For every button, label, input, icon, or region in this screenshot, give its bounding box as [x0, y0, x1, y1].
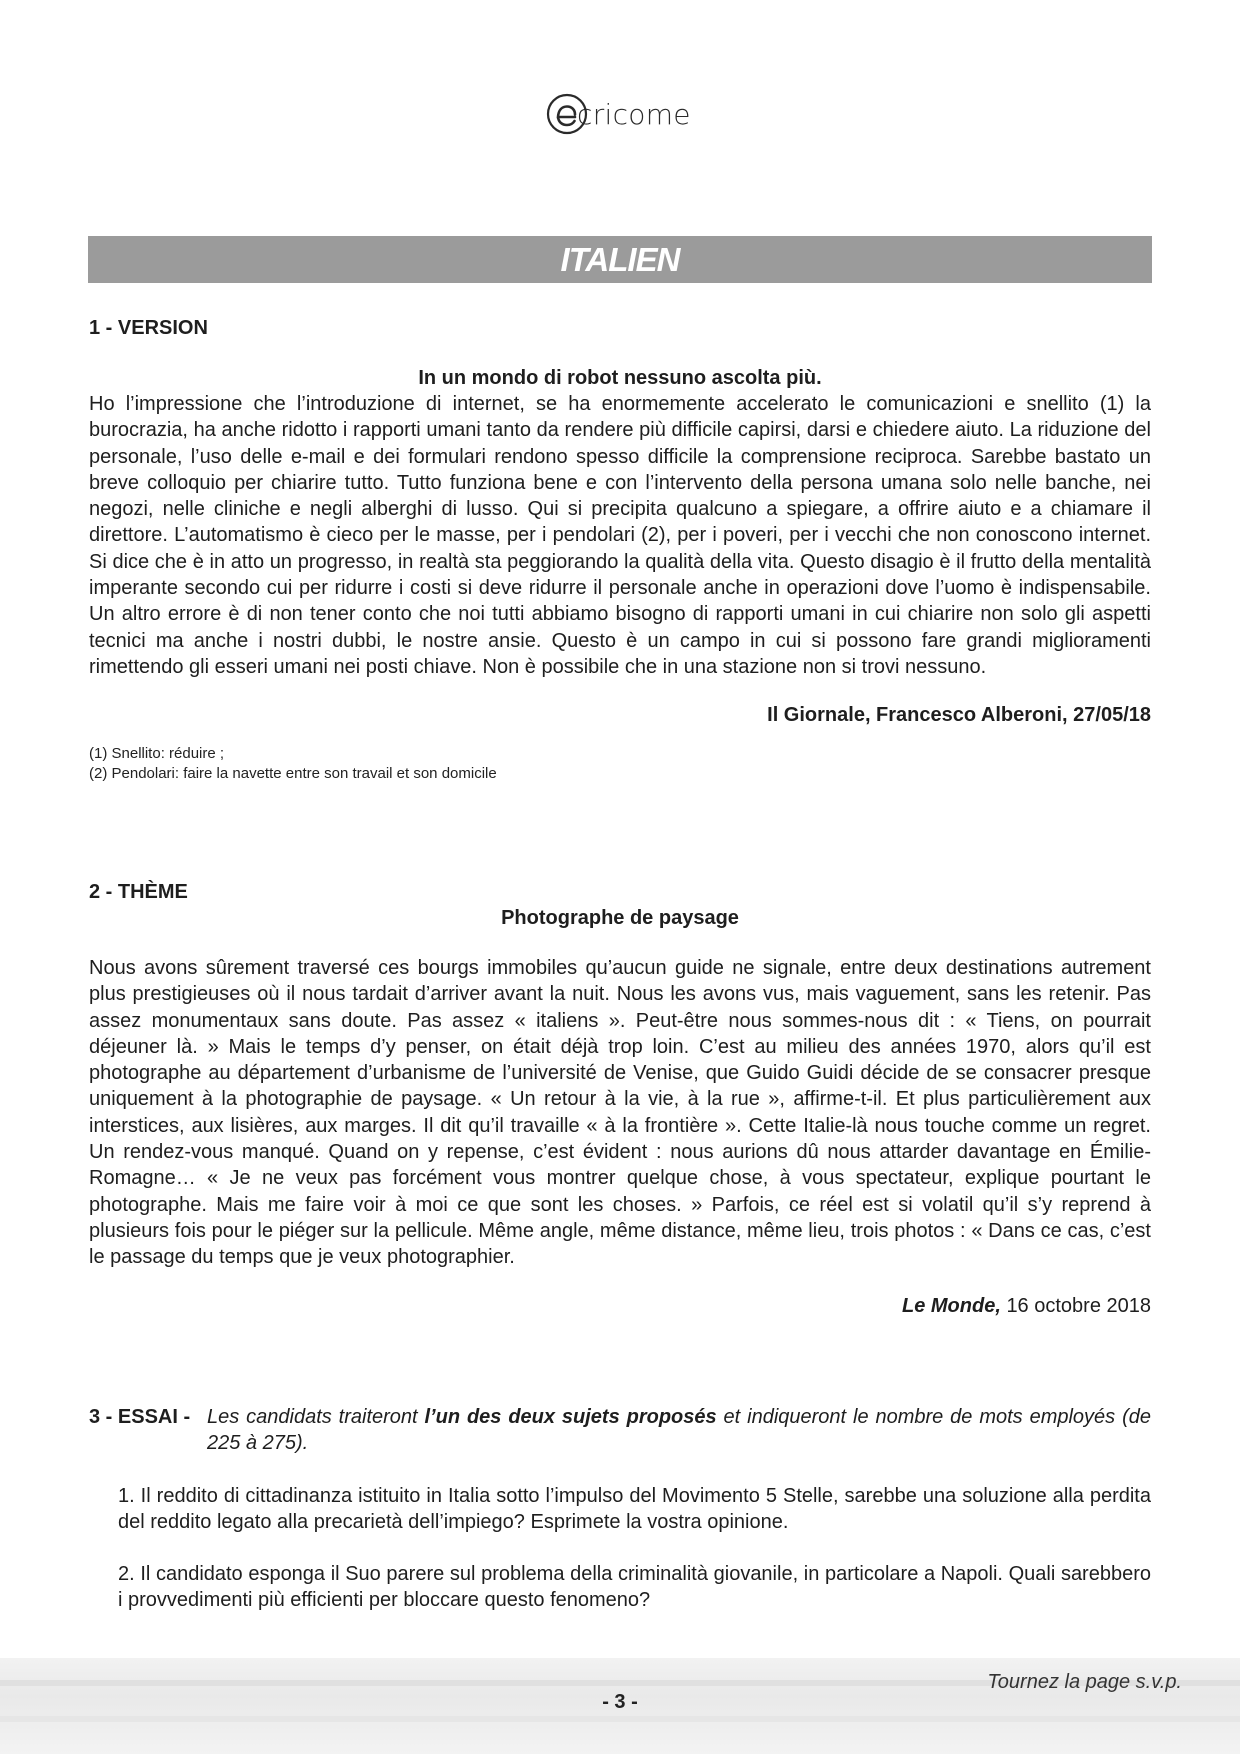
ecricome-logo — [545, 88, 705, 140]
essay-question-2: 2. Il candidato esponga il Suo parere sul problema della criminalità giovanile, in particolare a Napoli. Quali sarebbero i provvedimenti più efficienti per bloccare questo fenomeno? — [118, 1563, 1151, 1612]
theme-title: Photographe de paysage — [501, 907, 739, 929]
essay-instr-part2: et indiqueront le nombre de mots employés (de 225 à 275). — [207, 1406, 1151, 1455]
theme-section — [89, 879, 1151, 1319]
turn-page-note: Tournez la page s.v.p. — [987, 1671, 1182, 1693]
essay-label: 3 - ESSAI - — [89, 1406, 191, 1428]
version-title: In un mondo di robot nessuno ascolta più. — [418, 367, 822, 389]
version-heading: 1 - VERSION — [89, 317, 208, 339]
theme-source-date: 16 octobre 2018 — [1006, 1294, 1151, 1317]
essay-instr-part1: Les candidats traiteront — [207, 1406, 425, 1428]
version-section — [89, 315, 1151, 784]
essay-question-1: 1. Il reddito di cittadinanza istituito in Italia sotto l’impulso del Movimento 5 Stelle, sarebbe una soluzione alla perdita del reddito legato alla precarietà dell’impiego? Esprimete la vostra opinione. — [118, 1484, 1151, 1533]
footer-stripe — [0, 1716, 1240, 1722]
theme-text: Nous avons sûrement traversé ces bourgs immobiles qu’aucun guide ne signale, entre deux destinations autrement plus prestigieuses où il nous tardait d’arriver avant la nuit. Nous les avons vus, mais vaguement, sans les retenir. Pas assez monumentaux sans doute. Pas assez « italiens ». Peut-être nous sommes-nous dit : « Tiens, on pourrait déjeuner là. » Mais le temps d’y penser, on était déjà trop loin. C’est au milieu des années 1970, alors qu’il est photographe au département d’urbanisme de l’université de Venise, que Guido Guidi décide de se consacrer presque uniquement à la photographie de paysage. « Un retour à la vie, à la rue », affirme-t-il. Et plus particulièrement aux interstices, aux lisières, aux marges. Il dit qu’il travaille « à la frontière ». Cette Italie-là nous touche comme un regret. Un rendez-vous manqué. Quand on y repense, c’est évident : nous aurions dû nous attarder davantage en Émilie-Romagne… « Je ne veux pas forcément vous montrer quelque chose, à vous spectateur, explique pourtant le photographe. Mais me faire voir à moi ce que sont les choses. » Parfois, ce réel est si volatil qu’il s’y reprend à plusieurs fois pour le piéger sur la pellicule. Même angle, même distance, même lieu, trois photos : « Dans ce cas, c’est le passage du temps que je veux photographier. — [89, 957, 1151, 1269]
subject-title-band — [88, 236, 1152, 283]
essay-instruction-text — [207, 1404, 1151, 1457]
footnote-2: (2) Pendolari: faire la navette entre son travail et son domicile — [89, 765, 497, 783]
logo-wordmark: cricome — [577, 97, 691, 131]
version-notes — [89, 744, 1151, 784]
subject-title: ITALIEN — [560, 241, 680, 278]
version-text: Ho l’impressione che l’introduzione di internet, se ha enormemente accelerato le comunicazioni e snellito (1) la burocrazia, ha anche ridotto i rapporti umani tanto da rendere più difficile capirsi, darsi e chiedere aiuto. La riduzione del personale, l’uso delle e-mail e dei formulari rendono spesso difficile la comprensione reciproca. Sarebbe bastato un breve colloquio per chiarire tutto. Tutto funziona bene e con l’intervento della persona umana solo nelle banche, nei negozi, nelle cliniche e negli alberghi di lusso. Qui si precipita qualcuno a spiegare, a offrire aiuto e a chiamare il direttore. L’automatismo è cieco per le masse, per i pendolari (2), per i poveri, per i vecchi che non conoscono internet. Si dice che è in atto un progresso, in realtà sta peggiorando la qualità della vita. Questo disagio è il frutto della mentalità imperante secondo cui per ridurre i costi si deve ridurre il personale anche in operazioni dove l’uomo è indispensabile. Un altro errore è di non tener conto che noi tutti abbiamo bisogno di rapporti umani in cui chiarire non solo gli aspetti tecnici ma anche i nostri dubbi, le nostre ansie. Questo è un campo in cui si possono fare grandi miglioramenti rimettendo gli esseri umani nei posti chiave. Non è possibile che in una stazione non si trovi nessuno. — [89, 393, 1151, 678]
essay-instructions — [89, 1404, 1151, 1457]
theme-source-name: Le Monde, — [901, 1294, 1001, 1317]
theme-heading: 2 - THÈME — [89, 881, 188, 903]
footnote-1: (1) Snellito: réduire ; — [89, 745, 225, 763]
essay-section — [89, 1404, 1151, 1614]
version-source: Il Giornale, Francesco Alberoni, 27/05/18 — [767, 704, 1151, 727]
page-number: - 3 - — [602, 1691, 638, 1713]
essay-instr-bold: l’un des deux sujets proposés — [424, 1406, 717, 1428]
theme-source — [89, 1293, 1151, 1319]
